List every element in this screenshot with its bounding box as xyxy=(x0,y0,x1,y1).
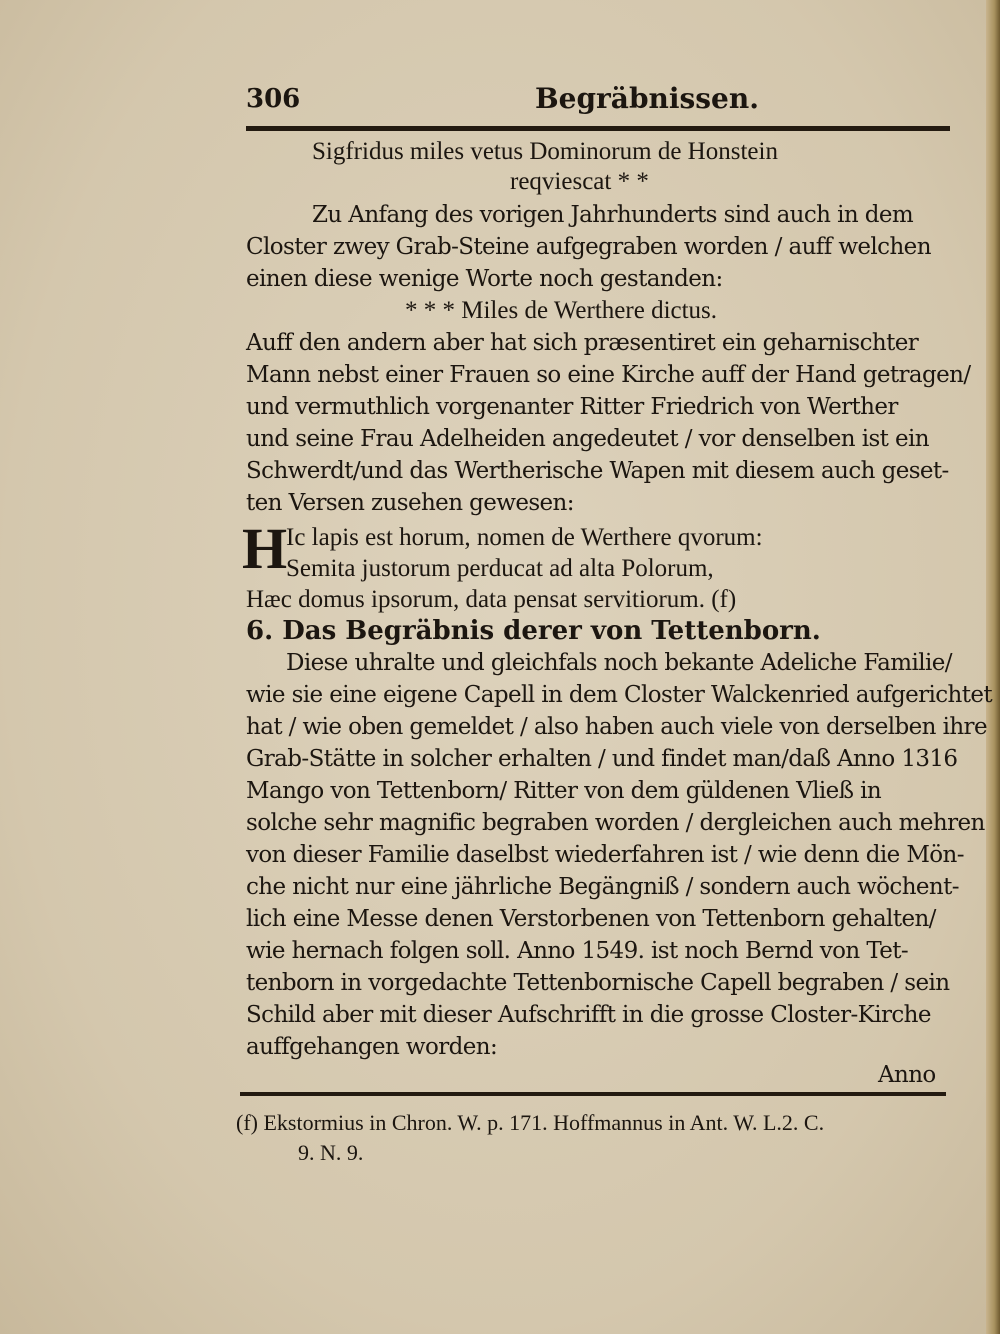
text-line: von dieser Familie daselbst wiederfahren ist / wie denn die Mön- xyxy=(246,842,964,868)
text-line: Mango von Tettenborn/ Ritter von dem güldenen Vließ in xyxy=(246,778,882,804)
verse-line: Hæc domus ipsorum, data pensat servitiorum. (f) xyxy=(246,586,737,613)
text-line: wie hernach folgen soll. Anno 1549. ist noch Bernd von Tet- xyxy=(246,938,909,964)
footnote-line: (f) Ekstormius in Chron. W. p. 171. Hoffmannus in Ant. W. L.2. C. xyxy=(236,1110,825,1135)
page-edge xyxy=(986,0,1000,1334)
text-line: Grab-Stätte in solcher erhalten / und findet man/daß Anno 1316 xyxy=(246,746,958,772)
text-line: wie sie eine eigene Capell in dem Closter Walckenried aufgerichtet xyxy=(246,682,993,708)
text-line: auffgehangen worden: xyxy=(246,1034,498,1060)
footnote-rule xyxy=(240,1092,946,1096)
running-title: Begräbnissen. xyxy=(535,82,759,115)
verse-line: Ic lapis est horum, nomen de Werthere qvorum: xyxy=(286,524,763,551)
drop-cap: H xyxy=(242,516,288,581)
text-line: * * * Miles de Werthere dictus. xyxy=(405,297,718,324)
text-line: tenborn in vorgedachte Tettenbornische Capell begraben / sein xyxy=(246,970,950,996)
text-line: Zu Anfang des vorigen Jahrhunderts sind auch in dem xyxy=(312,202,914,228)
text-line: und vermuthlich vorgenanter Ritter Friedrich von Werther xyxy=(246,394,898,420)
text-line: Schwerdt/und das Wertherische Wapen mit diesem auch geset- xyxy=(246,458,949,484)
text-line: hat / wie oben gemeldet / also haben auch viele von derselben ihre xyxy=(246,714,987,740)
text-line: lich eine Messe denen Verstorbenen von Tettenborn gehalten/ xyxy=(246,906,936,932)
section-heading: 6. Das Begräbnis derer von Tettenborn. xyxy=(246,616,821,646)
text-line: Schild aber mit dieser Aufschrifft in die grosse Closter-Kirche xyxy=(246,1002,931,1028)
text-line: Sigfridus miles vetus Dominorum de Honstein xyxy=(312,138,778,165)
text-line: reqviescat * * xyxy=(510,168,649,195)
text-line: solche sehr magnific begraben worden / dergleichen auch mehren xyxy=(246,810,985,836)
text-line: Diese uhralte und gleichfals noch bekante Adeliche Familie/ xyxy=(286,650,952,676)
text-line: Auff den andern aber hat sich præsentiret ein geharnischter xyxy=(246,330,919,356)
header-rule xyxy=(246,126,950,131)
page-number: 306 xyxy=(246,84,301,114)
text-line: Closter zwey Grab-Steine aufgegraben worden / auff welchen xyxy=(246,234,931,260)
text-line: che nicht nur eine jährliche Begängniß / sondern auch wöchent- xyxy=(246,874,959,900)
catchword: Anno xyxy=(878,1062,936,1088)
text-line: Mann nebst einer Frauen so eine Kirche auff der Hand getragen/ xyxy=(246,362,971,388)
text-line: einen diese wenige Worte noch gestanden: xyxy=(246,266,723,292)
footnote-line: 9. N. 9. xyxy=(298,1140,364,1165)
verse-line: Semita justorum perducat ad alta Polorum, xyxy=(286,555,714,582)
text-line: ten Versen zusehen gewesen: xyxy=(246,490,574,516)
text-line: und seine Frau Adelheiden angedeutet / vor denselben ist ein xyxy=(246,426,929,452)
